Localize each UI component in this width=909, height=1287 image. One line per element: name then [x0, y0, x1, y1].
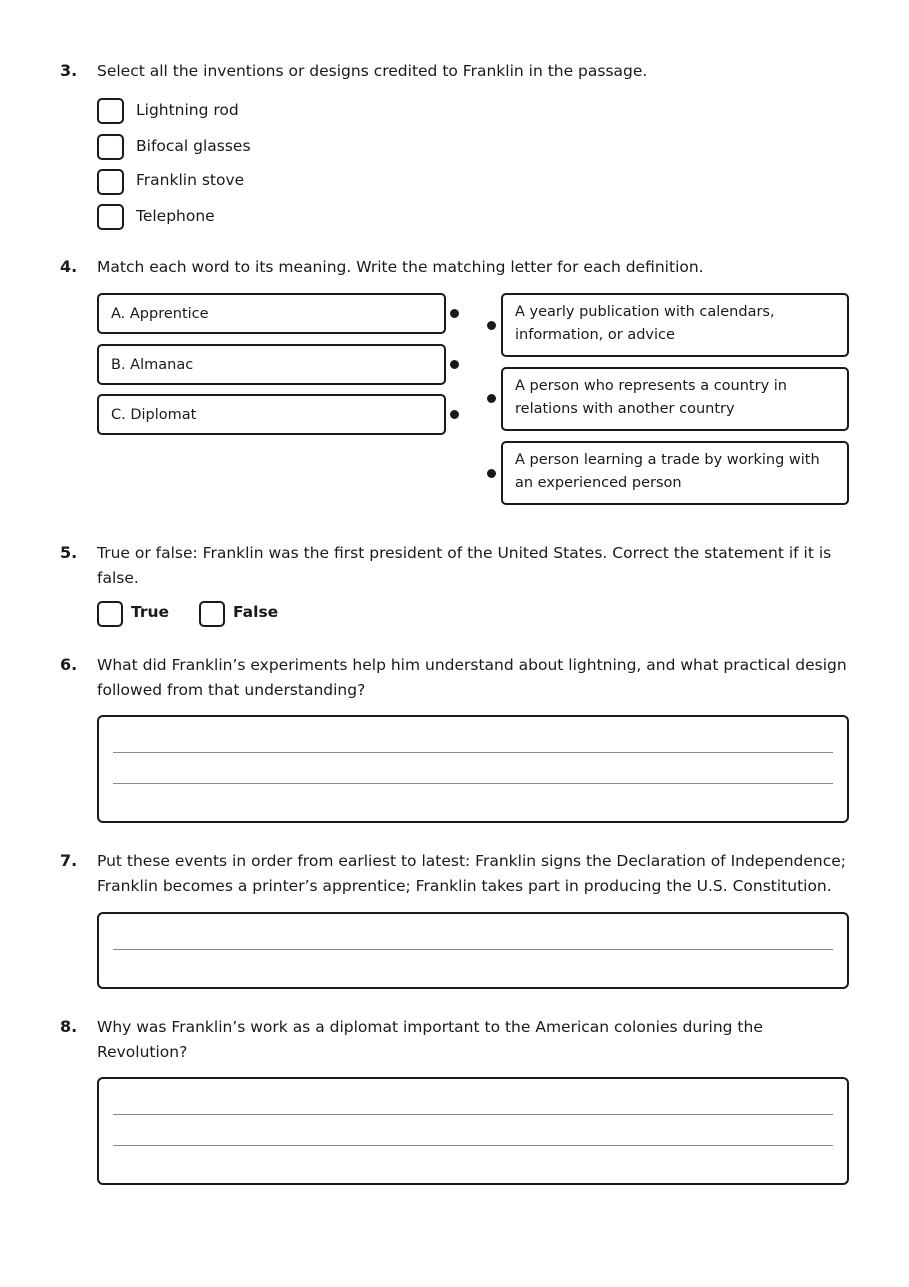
true-label: True: [131, 603, 170, 621]
question-7-number: 7.: [60, 851, 78, 870]
question-6-number: 6.: [60, 655, 78, 674]
answer-line: [113, 1145, 833, 1146]
match-dot-right[interactable]: [487, 469, 496, 478]
false-label: False: [233, 603, 279, 621]
option-label: Lightning rod: [136, 101, 239, 119]
match-definition-almanac: [501, 293, 849, 357]
match-word-apprentice: [97, 293, 446, 334]
question-8-text-line1: Why was Franklin’s work as a diplomat important to the American colonies during the: [97, 1018, 763, 1036]
checkbox-franklin-stove[interactable]: [97, 169, 124, 195]
checkbox-telephone[interactable]: [97, 204, 124, 230]
definition-line: information, or advice: [515, 327, 675, 343]
question-6-text-line2: followed from that understanding?: [97, 681, 366, 699]
definition-line: A person who represents a country in: [515, 378, 787, 394]
question-5-number: 5.: [60, 543, 78, 562]
definition-line: an experienced person: [515, 475, 682, 491]
question-3-text: Select all the inventions or designs credited to Franklin in the passage.: [97, 62, 648, 80]
answer-line: [113, 949, 833, 950]
checkbox-bifocal-glasses[interactable]: [97, 134, 124, 160]
answer-box-q6[interactable]: [97, 715, 849, 823]
question-4-text: Match each word to its meaning. Write the matching letter for each definition.: [97, 258, 704, 276]
checkbox-true[interactable]: [97, 601, 123, 627]
match-word-label: B. Almanac: [111, 356, 194, 373]
question-5-text-line1: True or false: Franklin was the first president of the United States. Correct the statement if it is: [97, 544, 832, 562]
match-definition-apprentice: [501, 441, 849, 505]
question-8-number: 8.: [60, 1017, 78, 1036]
match-dot-right[interactable]: [487, 321, 496, 330]
question-5-text-line2: false.: [97, 569, 139, 587]
match-dot-left[interactable]: [450, 360, 459, 369]
option-label: Franklin stove: [136, 171, 245, 189]
question-7-text-line1: Put these events in order from earliest to latest: Franklin signs the Declaration of Independence;: [97, 852, 847, 870]
match-dot-right[interactable]: [487, 394, 496, 403]
question-3-number: 3.: [60, 61, 78, 80]
definition-line: A yearly publication with calendars,: [515, 304, 775, 320]
definition-line: relations with another country: [515, 401, 735, 417]
answer-line: [113, 1114, 833, 1115]
match-dot-left[interactable]: [450, 309, 459, 318]
match-word-label: C. Diplomat: [111, 406, 197, 423]
definition-line: A person learning a trade by working with: [515, 452, 820, 468]
question-8-text-line2: Revolution?: [97, 1043, 188, 1061]
match-dot-left[interactable]: [450, 410, 459, 419]
option-label: Bifocal glasses: [136, 137, 251, 155]
match-word-almanac: [97, 344, 446, 385]
question-6-text-line1: What did Franklin’s experiments help him understand about lightning, and what practical design: [97, 656, 847, 674]
match-word-diplomat: [97, 394, 446, 435]
answer-line: [113, 752, 833, 753]
option-label: Telephone: [136, 207, 215, 225]
answer-box-q8[interactable]: [97, 1077, 849, 1185]
answer-line: [113, 783, 833, 784]
question-4-number: 4.: [60, 257, 78, 276]
match-word-label: A. Apprentice: [111, 305, 209, 322]
checkbox-lightning-rod[interactable]: [97, 98, 124, 124]
checkbox-false[interactable]: [199, 601, 225, 627]
question-7-text-line2: Franklin becomes a printer’s apprentice; Franklin takes part in producing the U.S. Constitution.: [97, 877, 832, 895]
match-definition-diplomat: [501, 367, 849, 431]
answer-box-q7[interactable]: [97, 912, 849, 989]
